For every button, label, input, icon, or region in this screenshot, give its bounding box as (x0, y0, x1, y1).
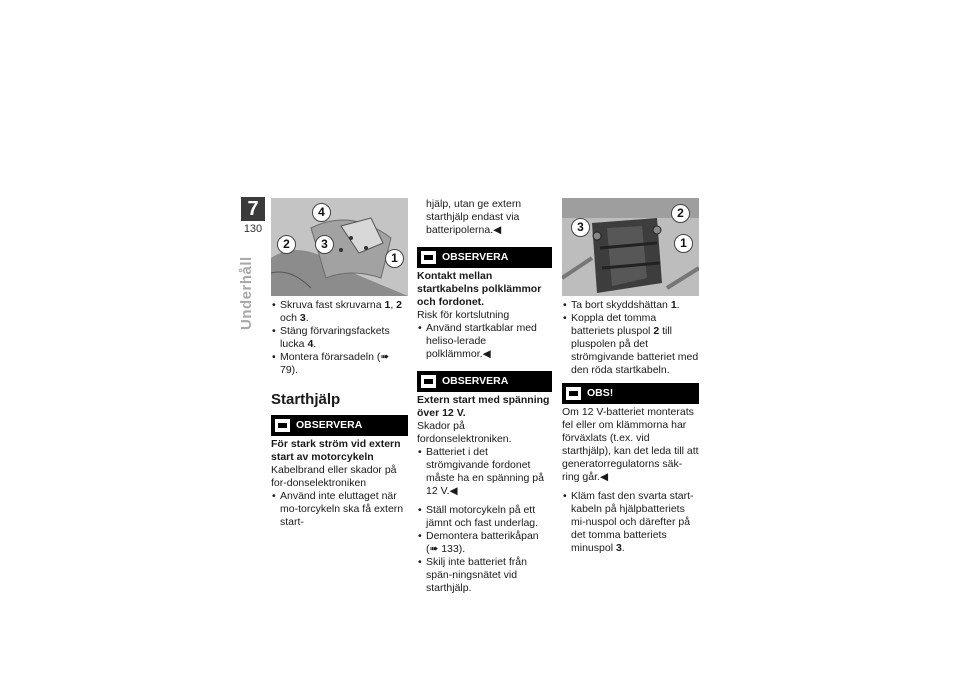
list-item: • Använd startkablar med heliso-lerade polklämmor.◀ (417, 322, 552, 361)
list-item: • Skilj inte batteriet från spän-ningsnätet vid starthjälp. (417, 556, 552, 595)
callout-4: 4 (312, 203, 331, 222)
list-item: • Demontera batterikåpan (➠ 133). (417, 530, 552, 556)
list-item: • Montera förarsadeln (➠ 79). (271, 351, 408, 377)
obs-body: Om 12 V-batteriet monterats fel eller om klämmorna har förväxlats (t.ex. vid starthjälp), kan det leda till att generatorregulatorns säk-ring går.◀ (562, 406, 699, 483)
list-item: • Batteriet i det strömgivande fordonet måste ha en spänning på 12 V.◀ (417, 446, 552, 498)
column-3 (562, 198, 699, 555)
notice-icon (566, 387, 581, 400)
chapter-number: 7 (241, 197, 265, 221)
warning-body: Risk för kortslutning (417, 309, 510, 321)
callout-2: 2 (671, 204, 690, 223)
section-heading: Starthjälp (271, 391, 341, 408)
warning-title: Kontakt mellan startkabelns polklämmor och fordonet. (417, 270, 542, 308)
list-item: • Använd inte eluttaget när mo-torcykeln ska få extern start- (271, 490, 408, 529)
warning-icon (275, 419, 290, 432)
continuation-text: hjälp, utan ge extern starthjälp endast via batteripolerna.◀ (426, 198, 522, 236)
bullet-list (271, 299, 408, 377)
callout-3: 3 (315, 235, 334, 254)
warning-icon (421, 375, 436, 388)
callout-1: 1 (385, 249, 404, 268)
list-item: • Skruva fast skruvarna 1, 2 och 3. (271, 299, 408, 325)
list-item: • Stäng förvaringsfackets lucka 4. (271, 325, 408, 351)
bullet-list (417, 504, 552, 595)
bullet-list (562, 299, 699, 377)
warning-bar: OBSERVERA (417, 371, 552, 392)
warning-body: Skador på fordonselektroniken. (417, 420, 512, 445)
list-item: • Koppla det tomma batteriets pluspol 2 till pluspolen på det strömgivande batteriet med den röda startkabeln. (562, 312, 699, 377)
page-number: 130 (243, 223, 263, 235)
storage-compartment-photo (271, 198, 408, 296)
bullet-list (562, 490, 699, 555)
warning-title: Extern start med spänning över 12 V. (417, 394, 550, 419)
list-item: • Ställ motorcykeln på ett jämnt och fast underlag. (417, 504, 552, 530)
warning-bar: OBSERVERA (417, 247, 552, 268)
warning-title: För stark ström vid extern start av motorcykeln (271, 438, 401, 463)
obs-bar: OBS! (562, 383, 699, 404)
list-item: • Kläm fast den svarta start-kabeln på hjälpbatteriets mi-nuspol och därefter på det tomma batteriets minuspol 3. (562, 490, 699, 555)
warning-bar: OBSERVERA (271, 415, 408, 436)
column-2 (417, 198, 552, 595)
warning-icon (421, 251, 436, 264)
battery-photo (562, 198, 699, 296)
chapter-marker (241, 197, 265, 235)
callout-2: 2 (277, 235, 296, 254)
chapter-side-label: Underhåll (238, 256, 255, 330)
callout-1: 1 (674, 234, 693, 253)
list-item: • Ta bort skyddshättan 1. (562, 299, 699, 312)
warning-body: Kabelbrand eller skador på for-donselektroniken (271, 464, 397, 489)
callout-3: 3 (571, 218, 590, 237)
column-1 (271, 198, 408, 529)
